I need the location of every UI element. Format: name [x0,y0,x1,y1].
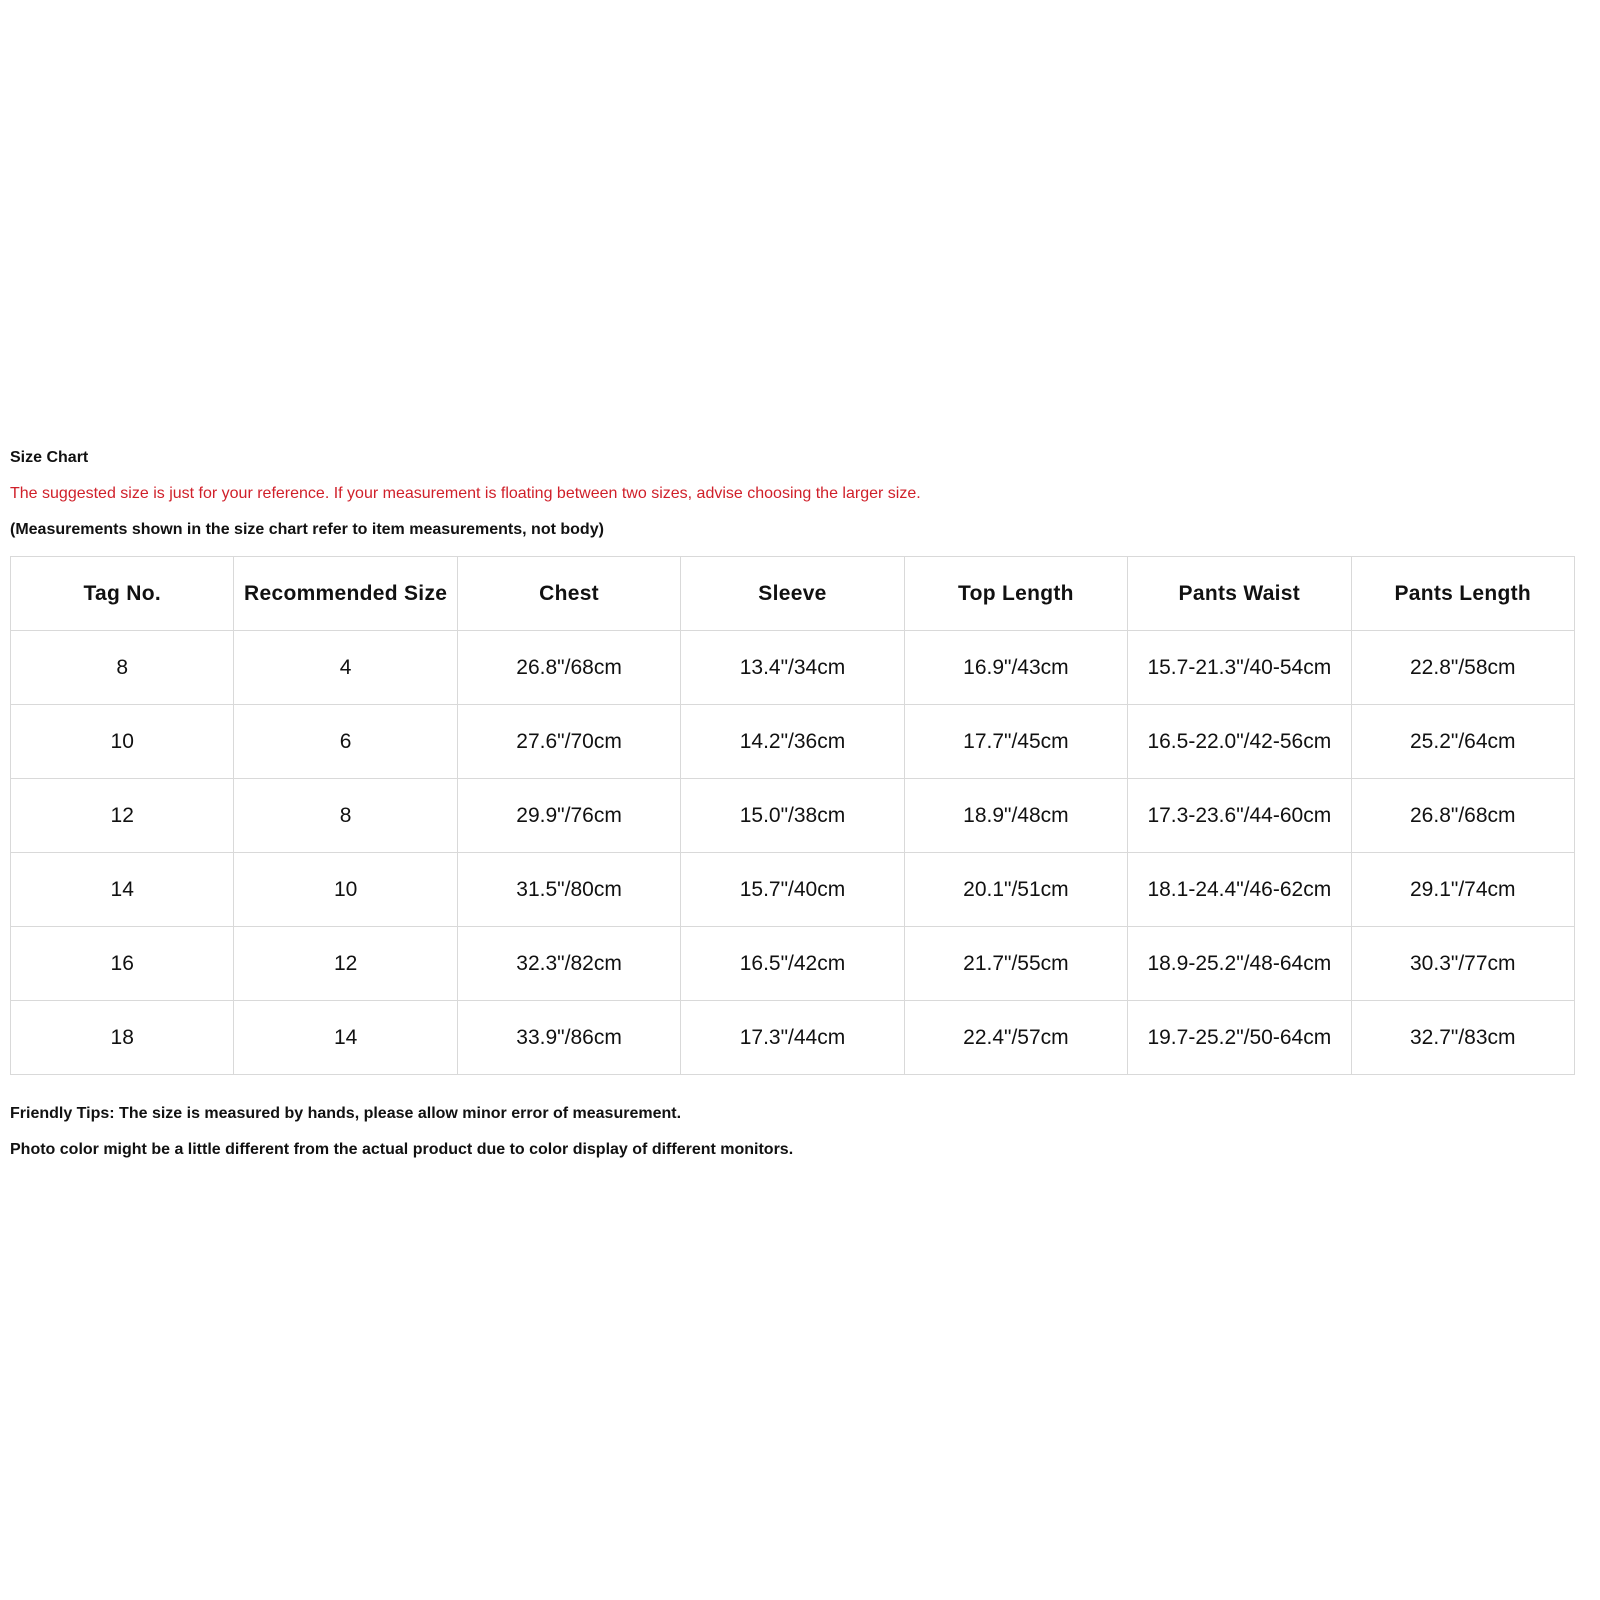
cell-chest: 26.8"/68cm [457,631,680,705]
cell-chest: 27.6"/70cm [457,705,680,779]
cell-chest: 33.9"/86cm [457,1001,680,1075]
cell-pants-waist: 18.1-24.4"/46-62cm [1128,853,1351,927]
cell-tag-no: 8 [11,631,234,705]
friendly-tips: Friendly Tips: The size is measured by hands, please allow minor error of measurement. [10,1105,682,1122]
cell-recommended-size: 6 [234,705,457,779]
cell-tag-no: 12 [11,779,234,853]
table-header-row [11,557,1575,631]
cell-pants-length: 26.8"/68cm [1351,779,1574,853]
cell-top-length: 17.7"/45cm [904,705,1127,779]
cell-top-length: 18.9"/48cm [904,779,1127,853]
cell-pants-length: 25.2"/64cm [1351,705,1574,779]
reference-note: The suggested size is just for your reference. If your measurement is floating between two sizes, advise choosing the larger size. [10,485,921,502]
cell-pants-length: 32.7"/83cm [1351,1001,1574,1075]
cell-sleeve: 16.5"/42cm [681,927,904,1001]
header-sleeve: Sleeve [681,557,904,631]
cell-tag-no: 18 [11,1001,234,1075]
photo-color-note: Photo color might be a little different from the actual product due to color display of different monitors. [10,1141,794,1158]
header-pants-length: Pants Length [1351,557,1574,631]
cell-recommended-size: 12 [234,927,457,1001]
cell-sleeve: 14.2"/36cm [681,705,904,779]
header-tag-no: Tag No. [11,557,234,631]
cell-pants-waist: 19.7-25.2"/50-64cm [1128,1001,1351,1075]
cell-recommended-size: 10 [234,853,457,927]
table-row [11,927,1575,1001]
cell-top-length: 21.7"/55cm [904,927,1127,1001]
cell-recommended-size: 8 [234,779,457,853]
cell-sleeve: 15.7"/40cm [681,853,904,927]
measurement-note: (Measurements shown in the size chart refer to item measurements, not body) [10,521,604,538]
header-pants-waist: Pants Waist [1128,557,1351,631]
cell-sleeve: 13.4"/34cm [681,631,904,705]
cell-pants-waist: 17.3-23.6"/44-60cm [1128,779,1351,853]
cell-top-length: 20.1"/51cm [904,853,1127,927]
header-top-length: Top Length [904,557,1127,631]
cell-pants-length: 29.1"/74cm [1351,853,1574,927]
header-chest: Chest [457,557,680,631]
size-chart-title: Size Chart [10,449,89,466]
header-recommended-size: Recommended Size [234,557,457,631]
cell-chest: 32.3"/82cm [457,927,680,1001]
cell-pants-waist: 18.9-25.2"/48-64cm [1128,927,1351,1001]
cell-pants-length: 30.3"/77cm [1351,927,1574,1001]
cell-tag-no: 16 [11,927,234,1001]
table-row [11,631,1575,705]
cell-tag-no: 14 [11,853,234,927]
cell-pants-waist: 15.7-21.3"/40-54cm [1128,631,1351,705]
cell-sleeve: 17.3"/44cm [681,1001,904,1075]
cell-recommended-size: 4 [234,631,457,705]
cell-sleeve: 15.0"/38cm [681,779,904,853]
size-table [10,556,1575,1075]
table-row [11,705,1575,779]
cell-chest: 29.9"/76cm [457,779,680,853]
cell-chest: 31.5"/80cm [457,853,680,927]
cell-pants-length: 22.8"/58cm [1351,631,1574,705]
cell-tag-no: 10 [11,705,234,779]
table-row [11,779,1575,853]
table-row [11,1001,1575,1075]
table-row [11,853,1575,927]
cell-top-length: 16.9"/43cm [904,631,1127,705]
cell-recommended-size: 14 [234,1001,457,1075]
cell-pants-waist: 16.5-22.0"/42-56cm [1128,705,1351,779]
cell-top-length: 22.4"/57cm [904,1001,1127,1075]
